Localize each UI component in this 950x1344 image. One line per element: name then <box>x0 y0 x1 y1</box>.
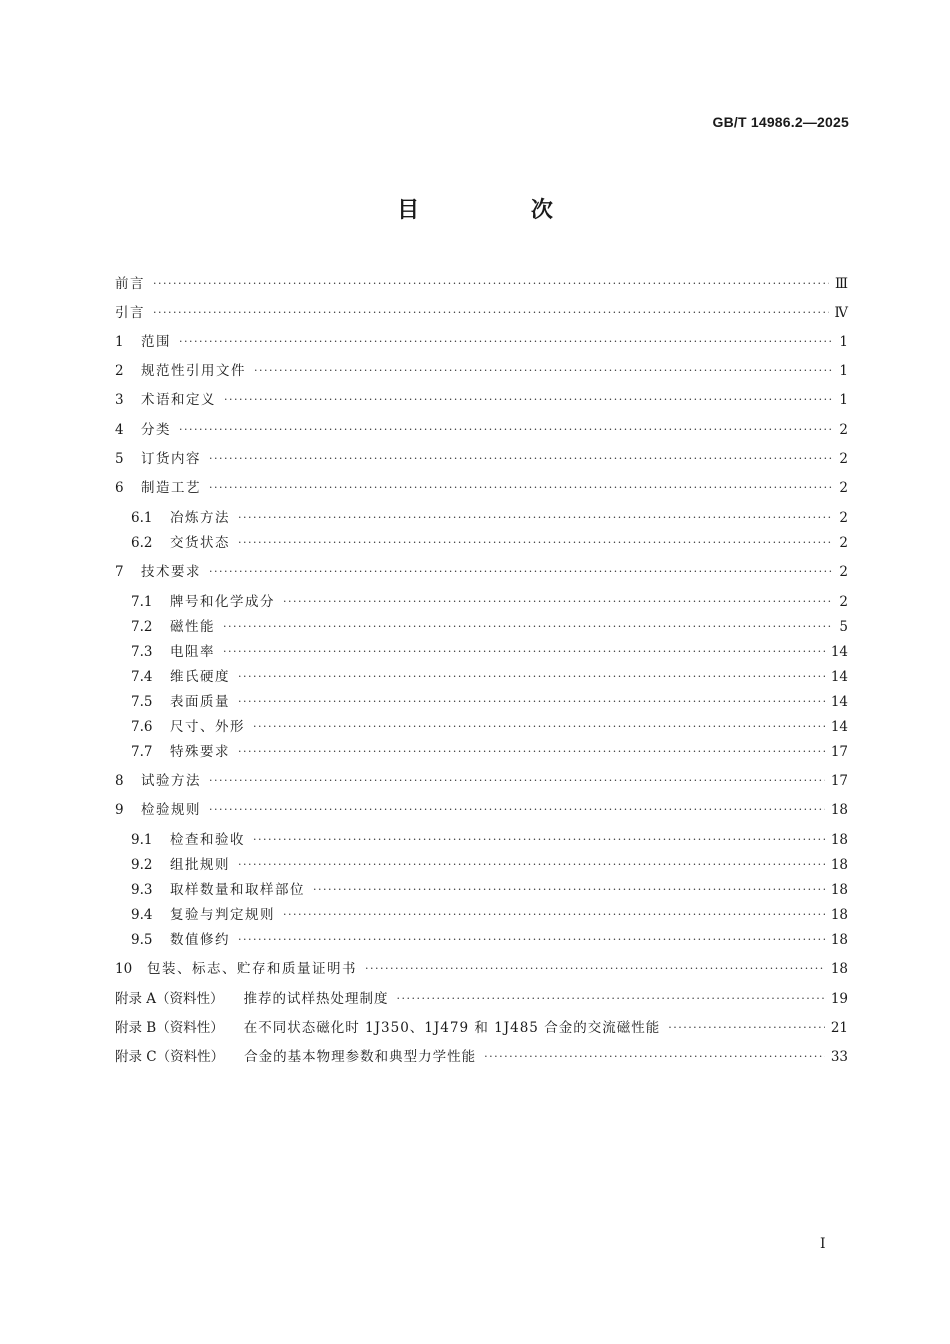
toc-entry-label <box>131 905 275 925</box>
toc-entry-page: 2 <box>839 564 848 580</box>
toc-entry-page: 18 <box>830 802 848 818</box>
toc-entry-text: 试验方法 <box>141 773 201 789</box>
toc-entry-text: 推荐的试样热处理制度 <box>243 991 389 1007</box>
toc-entry-number: 9.5 <box>131 932 153 948</box>
toc-dot-leader <box>179 332 832 352</box>
toc-entry[interactable] <box>115 905 848 925</box>
toc-entry-number: 6 <box>115 480 124 496</box>
toc-entry-text: 牌号和化学成分 <box>170 594 275 610</box>
page-title: 目 次 <box>397 198 605 223</box>
toc-entry-page: 5 <box>839 619 848 635</box>
toc-dot-leader <box>253 830 825 850</box>
toc-entry-text: 检查和验收 <box>170 832 245 848</box>
toc-dot-leader <box>254 361 832 381</box>
toc-entry-page: 17 <box>830 744 848 760</box>
toc-entry-text: 交货状态 <box>170 535 230 551</box>
toc-entry-label <box>115 562 201 582</box>
toc-entry-page: 14 <box>830 644 848 660</box>
toc-dot-leader <box>223 642 825 662</box>
toc-entry[interactable] <box>115 332 848 352</box>
toc-entry-label <box>115 390 216 410</box>
toc-entry-number: 附录 C（资料性） <box>115 1049 225 1065</box>
toc-dot-leader <box>224 390 832 410</box>
toc-entry-text: 制造工艺 <box>141 480 201 496</box>
toc-entry-text: 取样数量和取样部位 <box>170 882 305 898</box>
toc-entry[interactable] <box>115 1018 848 1038</box>
toc-entry-page: Ⅳ <box>834 305 848 321</box>
toc-entry-page: 18 <box>830 932 848 948</box>
toc-dot-leader <box>209 449 832 469</box>
toc-entry-label <box>131 508 230 528</box>
toc-entry-number: 7.7 <box>131 744 153 760</box>
toc-entry-text: 冶炼方法 <box>170 510 230 526</box>
toc-entry-text: 复验与判定规则 <box>170 907 275 923</box>
toc-entry[interactable] <box>115 855 848 875</box>
toc-entry[interactable] <box>115 742 848 762</box>
toc-entry-label <box>115 449 201 469</box>
toc-entry-label <box>131 667 230 687</box>
toc-entry-page: Ⅲ <box>834 276 848 292</box>
toc-entry-number: 5 <box>115 451 124 467</box>
toc-entry[interactable] <box>115 989 848 1009</box>
toc-entry-label <box>115 1047 476 1067</box>
toc-entry-number: 2 <box>115 363 124 379</box>
toc-entry[interactable] <box>115 592 848 612</box>
toc-dot-leader <box>238 508 832 528</box>
toc-entry[interactable] <box>115 361 848 381</box>
toc-entry-label <box>115 1018 660 1038</box>
toc-entry-number: 4 <box>115 422 124 438</box>
toc-entry-page: 2 <box>839 510 848 526</box>
toc-entry-label <box>115 771 201 791</box>
toc-dot-leader <box>238 667 825 687</box>
toc-dot-leader <box>238 742 825 762</box>
toc-entry-number: 6.2 <box>131 535 153 551</box>
toc-entry-text: 特殊要求 <box>170 744 230 760</box>
toc-dot-leader <box>253 717 825 737</box>
toc-entry-label <box>131 533 230 553</box>
toc-entry-page: 14 <box>830 694 848 710</box>
toc-entry-number: 9 <box>115 802 124 818</box>
toc-dot-leader <box>484 1047 825 1067</box>
toc-entry[interactable] <box>115 478 848 498</box>
toc-dot-leader <box>223 617 832 637</box>
toc-entry[interactable] <box>115 390 848 410</box>
toc-entry-number: 7.3 <box>131 644 153 660</box>
toc-dot-leader <box>238 855 825 875</box>
toc-entry-number: 9.2 <box>131 857 153 873</box>
toc-entry-page: 2 <box>839 535 848 551</box>
toc-entry[interactable] <box>115 303 848 323</box>
toc-entry[interactable] <box>115 771 848 791</box>
toc-dot-leader <box>397 989 825 1009</box>
toc-entry-text: 维氏硬度 <box>170 669 230 685</box>
toc-entry-text: 电阻率 <box>170 644 215 660</box>
toc-entry-page: 1 <box>839 363 848 379</box>
toc-entry-label <box>131 642 215 662</box>
toc-dot-leader <box>668 1018 825 1038</box>
toc-entry-text: 规范性引用文件 <box>141 363 246 379</box>
toc-entry-page: 19 <box>830 991 848 1007</box>
toc-entry-number: 7.6 <box>131 719 153 735</box>
toc-entry-page: 18 <box>830 961 848 977</box>
toc-entry-label <box>115 989 389 1009</box>
toc-entry[interactable] <box>115 642 848 662</box>
toc-entry[interactable] <box>115 274 848 294</box>
toc-entry[interactable] <box>115 508 848 528</box>
toc-entry-number: 附录 B（资料性） <box>115 1020 224 1036</box>
toc-entry-text: 术语和定义 <box>141 392 216 408</box>
toc-entry-number: 1 <box>115 334 124 350</box>
toc-entry-text: 引言 <box>115 305 145 321</box>
toc-entry-label <box>115 420 171 440</box>
toc-entry-page: 18 <box>830 907 848 923</box>
toc-entry-text: 范围 <box>141 334 171 350</box>
toc-entry-text: 前言 <box>115 276 145 292</box>
toc-entry-number: 7 <box>115 564 124 580</box>
toc-entry-number: 7.1 <box>131 594 153 610</box>
toc-entry-text: 表面质量 <box>170 694 230 710</box>
toc-entry-page: 14 <box>830 669 848 685</box>
toc-dot-leader <box>238 692 825 712</box>
toc-entry-label <box>131 617 215 637</box>
toc-entry-number: 9.1 <box>131 832 153 848</box>
toc-dot-leader <box>153 303 829 323</box>
toc-entry[interactable] <box>115 959 848 979</box>
standard-code: GB/T 14986.2—2025 <box>712 114 849 130</box>
toc-entry[interactable] <box>115 420 848 440</box>
toc-entry-page: 18 <box>830 832 848 848</box>
toc-entry[interactable] <box>115 617 848 637</box>
toc-entry[interactable] <box>115 692 848 712</box>
toc-dot-leader <box>238 533 832 553</box>
toc-entry-label <box>131 830 245 850</box>
toc-entry-label <box>115 303 145 323</box>
toc-entry-page: 33 <box>830 1049 848 1065</box>
toc-entry-label <box>115 361 246 381</box>
toc-entry-label <box>115 800 201 820</box>
toc-entry-page: 18 <box>830 882 848 898</box>
toc-entry-number: 7.4 <box>131 669 153 685</box>
toc-entry-label <box>131 880 305 900</box>
toc-entry-label <box>131 742 230 762</box>
toc-entry-label <box>115 332 171 352</box>
toc-entry-label <box>131 855 230 875</box>
toc-entry-text: 数值修约 <box>170 932 230 948</box>
toc-dot-leader <box>238 930 825 950</box>
toc-entry-text: 检验规则 <box>141 802 201 818</box>
toc-entry-page: 14 <box>830 719 848 735</box>
toc-dot-leader <box>209 771 825 791</box>
toc-entry[interactable] <box>115 562 848 582</box>
toc-entry-number: 6.1 <box>131 510 153 526</box>
toc-entry-page: 17 <box>830 773 848 789</box>
toc-entry-number: 9.3 <box>131 882 153 898</box>
toc-entry-page: 1 <box>839 392 848 408</box>
toc-entry[interactable] <box>115 533 848 553</box>
toc-entry-text: 尺寸、外形 <box>170 719 245 735</box>
toc-entry-text: 技术要求 <box>141 564 201 580</box>
toc-entry-number: 7.2 <box>131 619 153 635</box>
toc-entry-page: 2 <box>839 594 848 610</box>
toc-entry-page: 2 <box>839 422 848 438</box>
toc-entry[interactable] <box>115 1047 848 1067</box>
toc-dot-leader <box>153 274 829 294</box>
page-number: I <box>820 1236 826 1252</box>
toc-entry[interactable] <box>115 800 848 820</box>
toc-entry-text: 订货内容 <box>141 451 201 467</box>
toc-entry-label <box>131 692 230 712</box>
toc-entry-label <box>131 930 230 950</box>
toc-entry-page: 2 <box>839 480 848 496</box>
toc-entry-page: 1 <box>839 334 848 350</box>
toc-entry[interactable] <box>115 930 848 950</box>
toc-entry[interactable] <box>115 830 848 850</box>
toc-entry-text: 磁性能 <box>170 619 215 635</box>
toc-entry-text: 组批规则 <box>170 857 230 873</box>
toc-entry[interactable] <box>115 449 848 469</box>
toc-entry-text: 合金的基本物理参数和典型力学性能 <box>244 1049 477 1065</box>
toc-dot-leader <box>365 959 825 979</box>
toc-dot-leader <box>209 562 832 582</box>
toc-dot-leader <box>313 880 825 900</box>
toc-dot-leader <box>283 592 832 612</box>
toc-entry-page: 2 <box>839 451 848 467</box>
toc-entry-page: 18 <box>830 857 848 873</box>
toc-entry[interactable] <box>115 717 848 737</box>
toc-entry[interactable] <box>115 880 848 900</box>
toc-entry-number: 7.5 <box>131 694 153 710</box>
toc-entry-text: 包装、标志、贮存和质量证明书 <box>147 961 357 977</box>
toc-dot-leader <box>209 478 832 498</box>
toc-entry-number: 10 <box>115 961 133 977</box>
toc-entry-number: 附录 A（资料性） <box>115 991 224 1007</box>
toc-entry-page: 21 <box>830 1020 848 1036</box>
toc-entry-label <box>115 274 145 294</box>
toc-dot-leader <box>209 800 825 820</box>
toc-entry-number: 9.4 <box>131 907 153 923</box>
toc-entry-text: 分类 <box>141 422 171 438</box>
toc-entry-label <box>131 592 275 612</box>
toc-entry[interactable] <box>115 667 848 687</box>
toc-entry-number: 3 <box>115 392 124 408</box>
toc-entry-label <box>115 478 201 498</box>
toc-entry-label <box>115 959 357 979</box>
toc-entry-number: 8 <box>115 773 124 789</box>
toc-dot-leader <box>179 420 832 440</box>
toc-dot-leader <box>283 905 825 925</box>
toc-entry-label <box>131 717 245 737</box>
toc-entry-text: 在不同状态磁化时 1J350、1J479 和 1J485 合金的交流磁性能 <box>243 1020 661 1036</box>
